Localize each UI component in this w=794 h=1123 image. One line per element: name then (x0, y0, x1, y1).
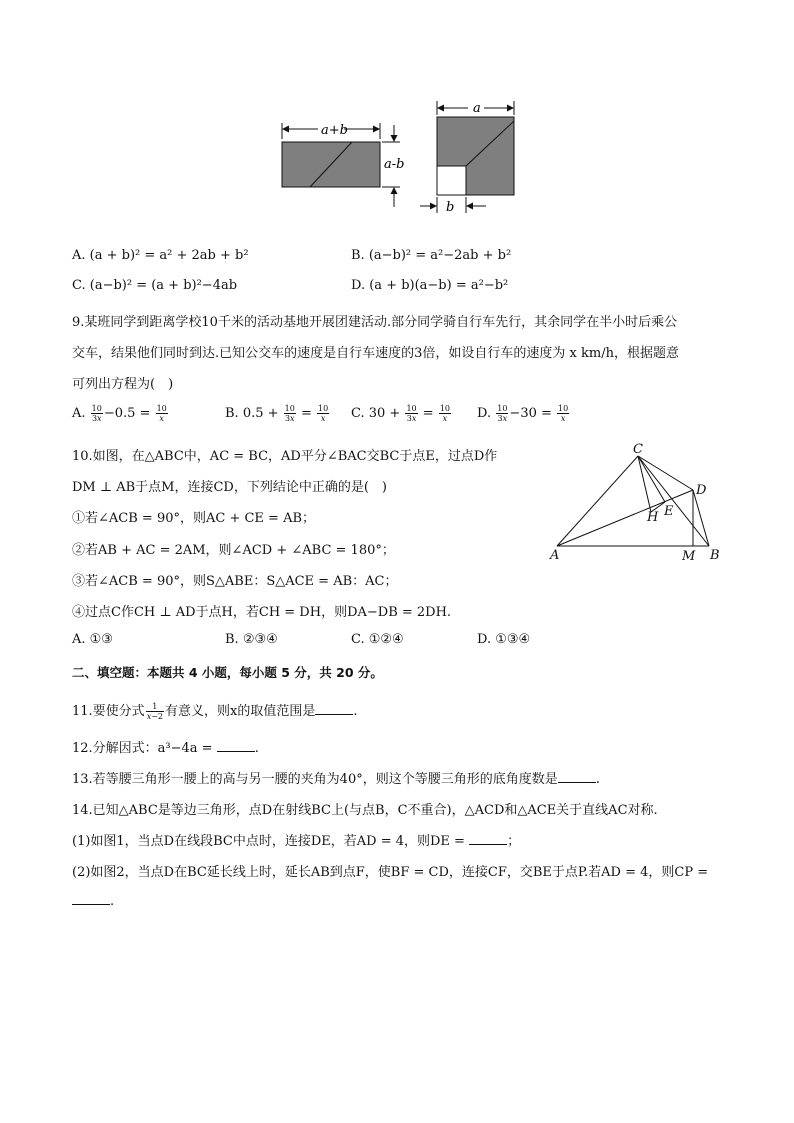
q10-option-c: C. ①②④ (351, 632, 404, 647)
q9-line-2: 交车，结果他们同时到达.已知公交车的速度是自行车速度的3倍，如设自行车的速度为 x km/h，根据题意 (72, 346, 679, 361)
q9-option-b: B. 0.5 + $\frac{10}{3x}$ = $\frac{10}{x}$ (225, 404, 329, 423)
q14-line-1: 14.已知△ABC是等边三角形，点D在射线BC上(与点B，C不重合)，△ACD和△ACE关于直线AC对称. (72, 803, 658, 818)
q8-option-c: C. (a−b)² = (a + b)²−4ab (72, 278, 238, 293)
fig-label-b: B (710, 548, 720, 563)
label-b: b (446, 200, 455, 215)
q9-option-a: A. $\frac{10}{3x}$ −0.5 = $\frac{10}{x}$ (72, 404, 167, 423)
q8-option-a: A. (a + b)² = a² + 2ab + b² (72, 248, 249, 263)
q10-statement-3: ③若∠ACB = 90°，则S△ABE：S△ACE = AB：AC； (72, 574, 398, 589)
fig-label-d: D (696, 483, 707, 498)
label-a: a (473, 101, 481, 116)
q10-option-d: D. ①③④ (477, 632, 531, 647)
q12: 12.分解因式：a³−4a = . (72, 741, 259, 756)
q9-option-d: D. $\frac{10}{3x}$ −30 = $\frac{10}{x}$ (477, 404, 569, 423)
fig-label-m: M (682, 549, 696, 564)
q9-line-3: 可列出方程为( ) (72, 377, 174, 392)
q14-line-2: (1)如图1，当点D在线段BC中点时，连接DE，若AD = 4，则DE = ； (72, 834, 521, 849)
fig-label-c: C (633, 442, 643, 457)
q10-statement-1: ①若∠ACB = 90°，则AC + CE = AB； (72, 511, 316, 526)
q9-line-1: 9.某班同学到距离学校10千米的活动基地开展团建活动.部分同学骑自行车先行，其余同学在半小时后乘公 (72, 315, 678, 330)
fig-label-a: A (550, 548, 560, 563)
triangle-figure (540, 440, 730, 570)
q10-statement-4: ④过点C作CH ⊥ AD于点H，若CH = DH，则DA−DB = 2DH. (72, 605, 452, 620)
fig-label-h: H (647, 510, 659, 525)
q10-line-2: DM ⊥ AB于点M，连接CD，下列结论中正确的是( ) (72, 480, 387, 495)
label-a-minus-b: a-b (384, 157, 405, 172)
q8-option-d: D. (a + b)(a−b) = a²−b² (351, 278, 509, 293)
section-heading: 二、填空题：本题共 4 小题，每小题 5 分，共 20 分。 (72, 665, 383, 680)
label-a-plus-b: a+b (321, 123, 348, 138)
q13: 13.若等腰三角形一腰上的高与另一腰的夹角为40°，则这个等腰三角形的底角度数是 . (72, 772, 600, 787)
q10-line-1: 10.如图，在△ABC中，AC = BC，AD平分∠BAC交BC于点E，过点D作 (72, 449, 498, 464)
q10-option-b: B. ②③④ (225, 632, 278, 647)
q11: 11.要使分式 $\frac{1}{x-2}$ 有意义，则x的取值范围是 . (72, 702, 358, 721)
q14-line-4: . (72, 892, 114, 909)
q8-option-b: B. (a−b)² = a²−2ab + b² (351, 248, 512, 263)
rectangle-figure (270, 95, 530, 220)
q14-line-3: (2)如图2，当点D在BC延长线上时，延长AB到点F，使BF = CD，连接CF，交BE于点P.若AD = 4，则CP = (72, 865, 709, 880)
q10-statement-2: ②若AB + AC = 2AM，则∠ACD + ∠ABC = 180°； (72, 543, 395, 558)
q9-option-c: C. 30 + $\frac{10}{3x}$ = $\frac{10}{x}$ (351, 404, 451, 423)
fig-label-e: E (664, 504, 674, 519)
q10-option-a: A. ①③ (72, 632, 113, 647)
